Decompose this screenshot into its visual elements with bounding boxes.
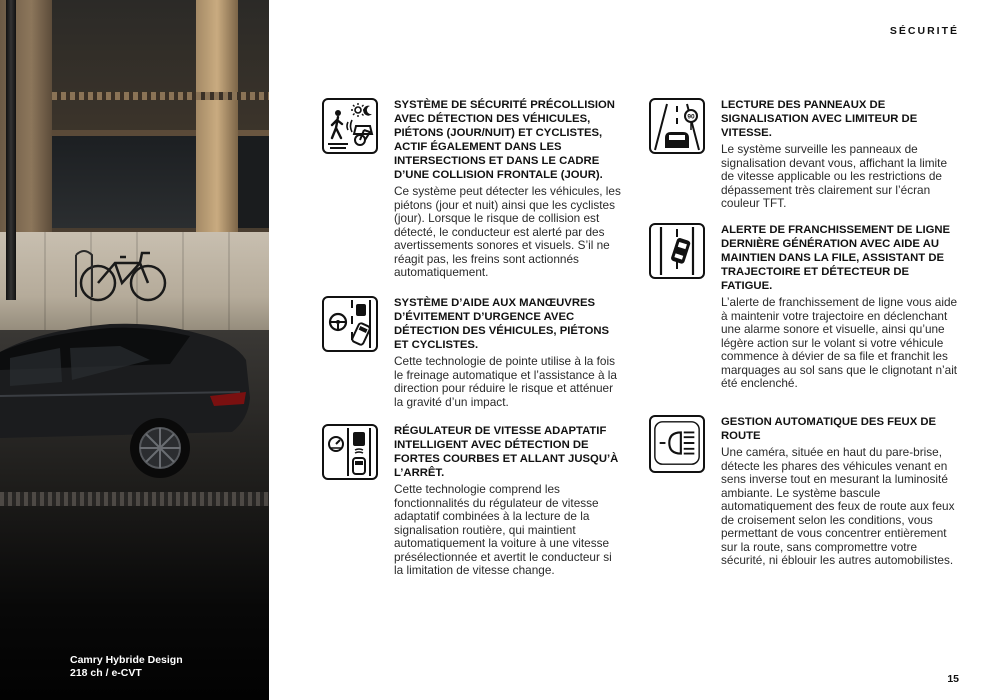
photo-window [52, 130, 196, 228]
feature-title: GESTION AUTOMATIQUE DES FEUX DE ROUTE [721, 416, 937, 442]
feature-body: Ce système peut détecter les véhicules, les piétons (jour et nuit) ainsi que les cyclistes (jour). Lorsque le risque de collision est détecté, le conducteur est alerté par des avertissements sonores et visuels. S’il ne réagit pas, les freins sont actionnés automatiquement. [394, 184, 621, 279]
feature-icon-box [322, 98, 378, 154]
section-label: SÉCURITÉ [889, 25, 959, 37]
caption-model: Camry Hybride Design [70, 654, 183, 666]
photo-caption [70, 654, 183, 680]
feature-title: ALERTE DE FRANCHISSEMENT DE LIGNE DERNIÈRE GÉNÉRATION AVEC AIDE AU MAINTIEN DANS LA FILE, ASSISTANT DE TRAJECTOIRE ET DÉTECTEUR DE FATIGUE. [721, 224, 951, 292]
feature-icon-box [649, 415, 705, 473]
feature-title: LECTURE DES PANNEAUX DE SIGNALISATION AVEC LIMITEUR DE VITESSE. [721, 99, 918, 139]
feature-icon-box [649, 223, 705, 279]
photo-window [238, 130, 269, 228]
feature-title: SYSTÈME DE SÉCURITÉ PRÉCOLLISION AVEC DÉTECTION DES VÉHICULES, PIÉTONS (JOUR/NUIT) ET CYCLISTES, ACTIF ÉGALEMENT DANS LES INTERSECTIONS ET DANS LE CADRE D’UNE COLLISION FRONTALE (JOUR). [394, 99, 615, 181]
road-sign-reading-icon [651, 100, 703, 152]
adaptive-cruise-icon [324, 426, 376, 478]
bicycle-illustration [70, 245, 180, 305]
caption-spec: 218 ch / e-CVT [70, 667, 142, 679]
auto-high-beam-icon [651, 417, 703, 469]
feature-title: SYSTÈME D’AIDE AUX MANŒUVRES D’ÉVITEMENT D’URGENCE AVEC DÉTECTION DES VÉHICULES, PIÉTONS ET CYCLISTES. [394, 297, 610, 351]
steering-assist-icon [324, 298, 376, 350]
feature-title: RÉGULATEUR DE VITESSE ADAPTATIF INTELLIGENT AVEC DÉTECTION DE FORTES COURBES ET ALLANT JUSQU’À L’ARRÊT. [394, 425, 619, 479]
car-illustration [0, 300, 269, 480]
photo-lamp-pole [6, 0, 16, 300]
feature-body: Une caméra, située en haut du pare-brise, détecte les phares des véhicules venant en sens inverse tout en mesurant la luminosité ambiante. Le système bascule automatiquement des feux de route aux feux de croisement selon les conditions, vous permettant de vous concentrer entièrement sur la route, sans compromettre votre sécurité, ni éblouir les autres automobilistes. [721, 445, 955, 567]
feature-icon-box [322, 296, 378, 352]
photo-pillar [196, 0, 238, 240]
pedestrian-cyclist-icon [324, 100, 376, 152]
feature-body: Cette technologie comprend les fonctionnalités du régulateur de vitesse adaptatif combinées à la lecture de la signalisation routière, qui maintient automatiquement la voiture à une vitesse présélectionnée et avertit le conducteur si la limitation de vitesse change. [394, 482, 612, 577]
photo-railing [52, 92, 269, 100]
feature-body: Le système surveille les panneaux de signalisation devant vous, affichant la limite de vitesse applicable ou les restrictions de dépassement très clairement sur l’écran couleur TFT. [721, 142, 948, 210]
feature-icon-box [322, 424, 378, 480]
car-photo [0, 0, 269, 700]
lane-departure-icon [651, 225, 703, 277]
feature-body: Cette technologie de pointe utilise à la fois le freinage automatique et l’assistance à la direction pour réduire le risque et atténuer la gravité d’un impact. [394, 354, 617, 409]
speed-limit-value: 90 [687, 113, 695, 121]
photo-curb [0, 492, 269, 506]
feature-icon-box [649, 98, 705, 154]
page-number: 15 [947, 673, 959, 685]
feature-body: L’alerte de franchissement de ligne vous aide à maintenir votre trajectoire en déclenchant une alarme sonore et visuelle, ainsi qu’une légère action sur le volant si votre véhicule commence à dévier de sa file et franchit les marquages au sol sans que le clignotant n’ait été enclenché. [721, 295, 958, 390]
